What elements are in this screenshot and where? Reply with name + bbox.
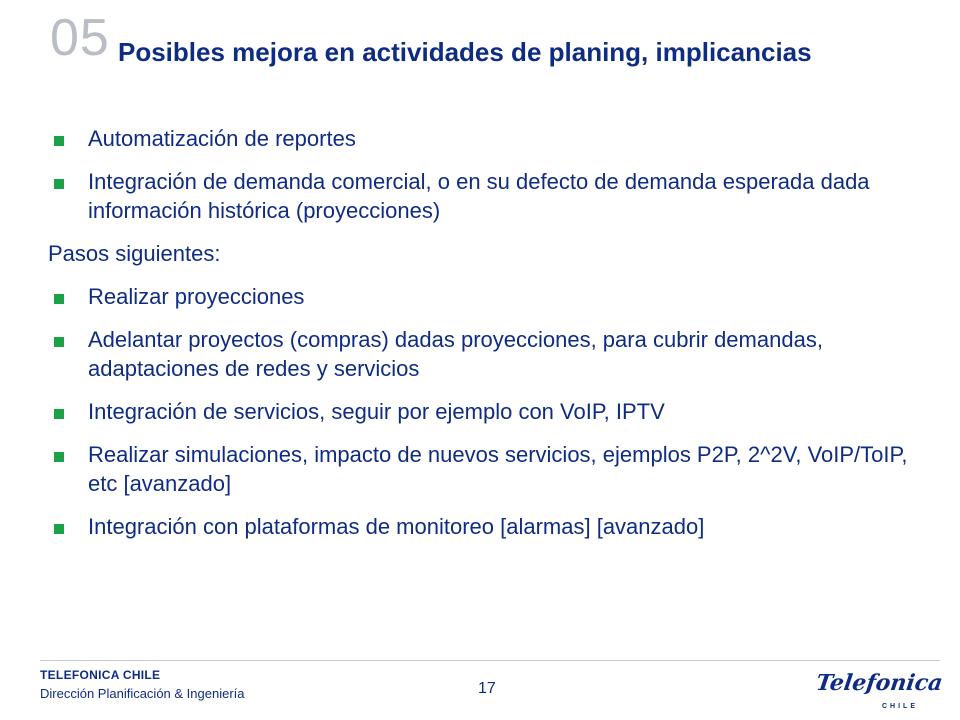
bullet-item (48, 512, 928, 541)
bullet-item (48, 397, 928, 426)
bullet-square-icon (54, 452, 64, 462)
footer-company: TELEFONICA CHILE (40, 668, 161, 682)
bullet-item (48, 167, 928, 225)
footer-divider (40, 660, 940, 661)
slide-title: Posibles mejora en actividades de planing, implicancias (118, 37, 812, 67)
bullet-square-icon (54, 136, 64, 146)
bullet-text: Realizar proyecciones (88, 284, 305, 309)
bullet-text: Adelantar proyectos (compras) dadas proyecciones, para cubrir demandas, adaptaciones de redes y servicios (88, 327, 823, 381)
footer-department: Dirección Planificación & Ingeniería (40, 686, 245, 701)
bullet-square-icon (54, 409, 64, 419)
logo-wordmark: Telefonica (814, 670, 945, 696)
section-label: Pasos siguientes: (48, 241, 221, 266)
bullet-item (48, 282, 928, 311)
logo-country: CHILE (882, 703, 918, 710)
bullet-square-icon (54, 524, 64, 534)
bullet-text: Automatización de reportes (88, 126, 356, 151)
telefonica-logo (814, 664, 945, 712)
bullet-text: Realizar simulaciones, impacto de nuevos servicios, ejemplos P2P, 2^2V, VoIP/ToIP, etc [avanzado] (88, 442, 908, 496)
bullet-square-icon (54, 337, 64, 347)
bullet-text: Integración de servicios, seguir por ejemplo con VoIP, IPTV (88, 399, 665, 424)
bullet-square-icon (54, 179, 64, 189)
bullet-text: Integración de demanda comercial, o en su defecto de demanda esperada dada información histórica (proyecciones) (88, 169, 870, 223)
bullet-item (48, 325, 928, 383)
bullet-text: Integración con plataformas de monitoreo [alarmas] [avanzado] (88, 514, 705, 539)
slide-number: 05 (50, 9, 110, 67)
bullet-item (48, 124, 928, 153)
bullet-square-icon (54, 294, 64, 304)
page-number: 17 (478, 680, 496, 697)
bullet-item (48, 440, 928, 498)
slide-content (48, 124, 928, 555)
telefonica-logo-icon (814, 664, 945, 712)
